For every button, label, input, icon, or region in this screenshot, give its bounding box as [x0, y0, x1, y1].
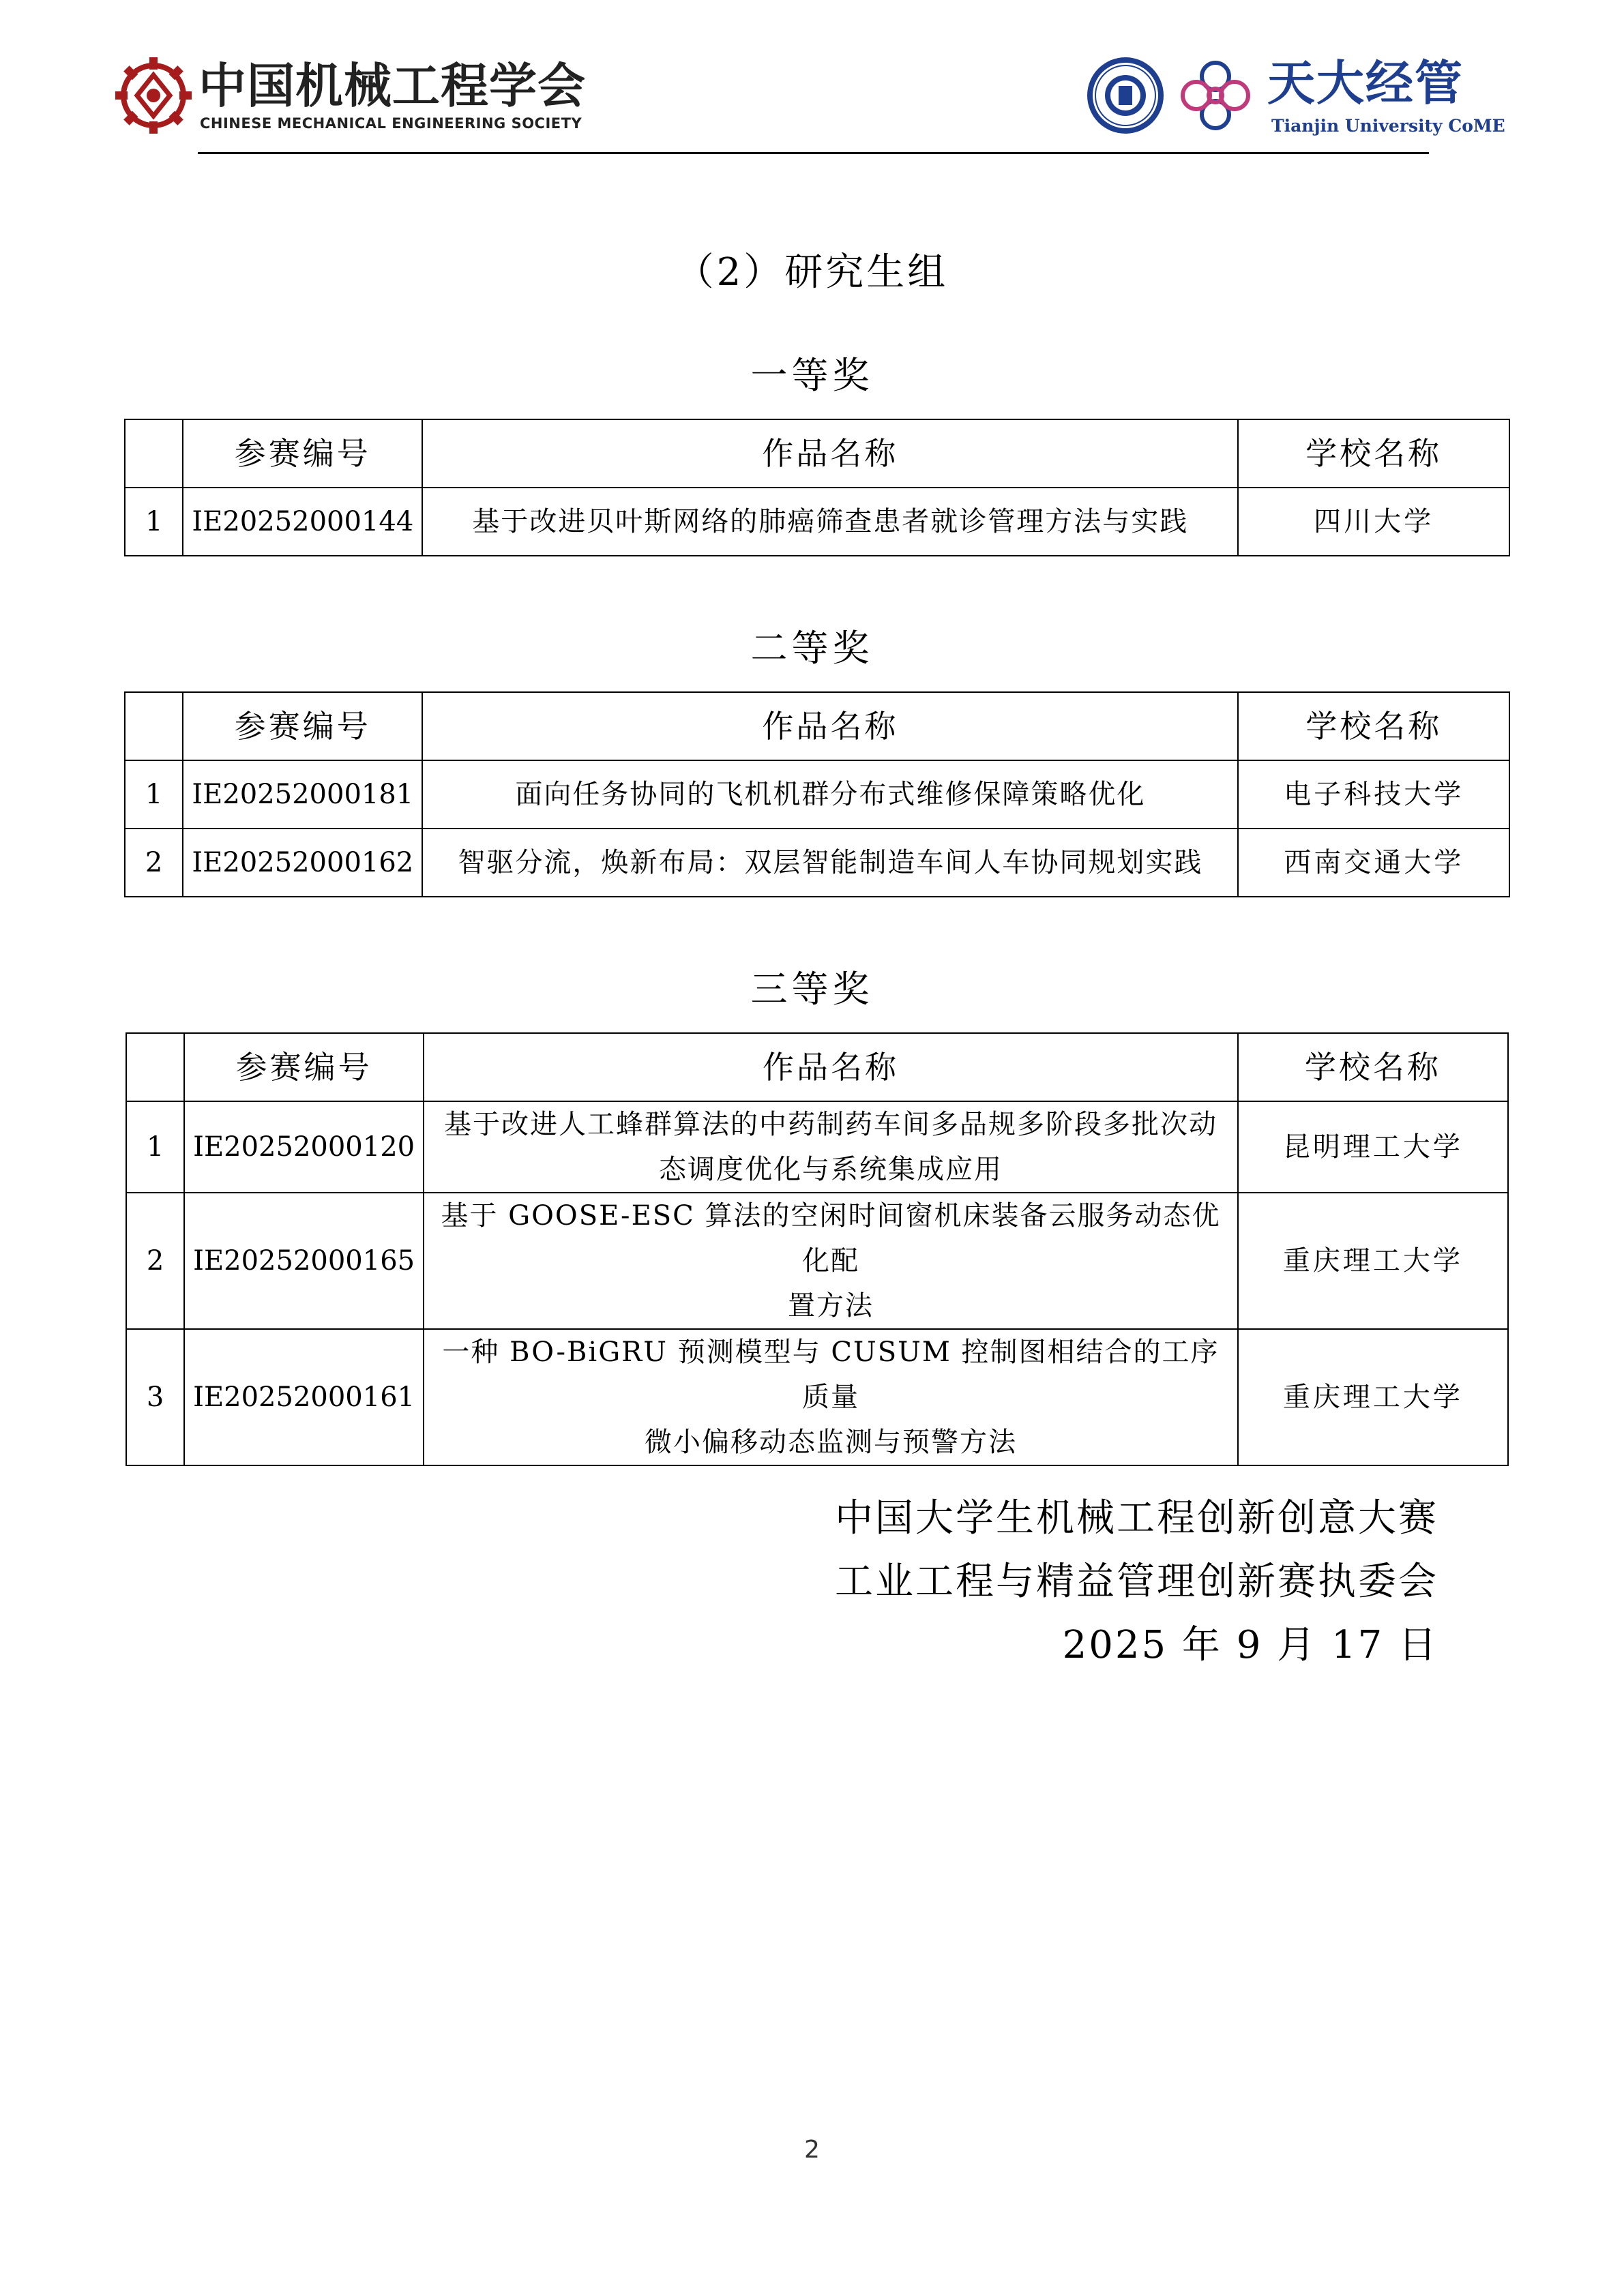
table-row: [125, 488, 1509, 556]
row-name: [424, 1101, 1238, 1193]
row-school: 西南交通大学: [1238, 829, 1509, 897]
row-school: 重庆理工大学: [1238, 1193, 1508, 1329]
header-name: 作品名称: [422, 419, 1238, 488]
header-school: 学校名称: [1238, 1033, 1508, 1101]
cmes-name-cn: 中国机械工程学会: [198, 58, 586, 114]
row-index: 1: [125, 488, 183, 556]
page-number: 2: [804, 2136, 820, 2164]
table-row: [126, 1193, 1508, 1329]
award-table-third: [126, 1032, 1509, 1466]
row-name: 面向任务协同的飞机机群分布式维修保障策略优化: [422, 760, 1238, 829]
signature-line: 中国大学生机械工程创新创意大赛: [835, 1496, 1438, 1540]
row-name: 智驱分流，焕新布局：双层智能制造车间人车协同规划实践: [422, 829, 1238, 897]
row-code: IE20252000120: [184, 1101, 424, 1193]
university-seal-icon: [1084, 55, 1166, 136]
row-name-line: 一种 BO-BiGRU 预测模型与 CUSUM 控制图相结合的工序质量: [442, 1337, 1220, 1413]
header-name: 作品名称: [424, 1033, 1238, 1101]
committee-signature: [835, 1487, 1438, 1677]
signature-date: 2025 年 9 月 17 日: [1062, 1623, 1438, 1667]
header-school: 学校名称: [1238, 419, 1509, 488]
award-title-first: 一等奖: [750, 354, 874, 397]
row-school: 重庆理工大学: [1238, 1329, 1508, 1465]
row-name: 基于改进贝叶斯网络的肺癌筛查患者就诊管理方法与实践: [422, 488, 1238, 556]
table-row: [126, 1329, 1508, 1465]
gear-icon: [113, 55, 194, 136]
table-header-row: [125, 419, 1509, 488]
award-table-second: [124, 691, 1510, 897]
table-row: [125, 829, 1509, 897]
header-name: 作品名称: [422, 692, 1238, 760]
tju-logo: [1084, 50, 1521, 146]
award-title-second: 二等奖: [750, 627, 874, 670]
row-index: 2: [125, 829, 183, 897]
page-header: [0, 0, 1624, 164]
header-code: 参赛编号: [184, 1033, 424, 1101]
header-divider: [198, 152, 1429, 154]
header-index: [125, 419, 183, 488]
tju-name-cn: 天大经管: [1267, 55, 1464, 111]
header-code: 参赛编号: [183, 419, 422, 488]
row-name-line: 微小偏移动态监测与预警方法: [644, 1427, 1017, 1458]
row-name-line: 基于 GOOSE-ESC 算法的空闲时间窗机床装备云服务动态优化配: [441, 1200, 1221, 1277]
flower-emblem-icon: [1175, 55, 1256, 136]
header-school: 学校名称: [1238, 692, 1509, 760]
section-title: （2）研究生组: [675, 250, 949, 295]
row-index: 1: [125, 760, 183, 829]
row-code: IE20252000181: [183, 760, 422, 829]
award-title-third: 三等奖: [750, 968, 874, 1011]
row-index: 2: [126, 1193, 184, 1329]
row-school: 电子科技大学: [1238, 760, 1509, 829]
row-code: IE20252000161: [184, 1329, 424, 1465]
cmes-name-en: CHINESE MECHANICAL ENGINEERING SOCIETY: [200, 115, 582, 132]
row-code: IE20252000162: [183, 829, 422, 897]
row-code: IE20252000165: [184, 1193, 424, 1329]
table-header-row: [125, 692, 1509, 760]
table-row: [126, 1101, 1508, 1193]
header-index: [125, 692, 183, 760]
row-name-line: 基于改进人工蜂群算法的中药制药车间多品规多阶段多批次动: [443, 1109, 1217, 1140]
cmes-logo: [113, 49, 586, 145]
row-index: 1: [126, 1101, 184, 1193]
row-name: [424, 1193, 1238, 1329]
tju-name-en: Tianjin University CoME: [1271, 116, 1505, 136]
signature-line: 工业工程与精益管理创新赛执委会: [835, 1560, 1438, 1604]
row-name-line: 置方法: [787, 1290, 874, 1322]
row-school: 昆明理工大学: [1238, 1101, 1508, 1193]
row-name: [424, 1329, 1238, 1465]
table-row: [125, 760, 1509, 829]
row-index: 3: [126, 1329, 184, 1465]
award-table-first: [124, 419, 1510, 556]
row-code: IE20252000144: [183, 488, 422, 556]
header-code: 参赛编号: [183, 692, 422, 760]
row-school: 四川大学: [1238, 488, 1509, 556]
table-header-row: [126, 1033, 1508, 1101]
row-name-line: 态调度优化与系统集成应用: [658, 1154, 1003, 1185]
header-index: [126, 1033, 184, 1101]
